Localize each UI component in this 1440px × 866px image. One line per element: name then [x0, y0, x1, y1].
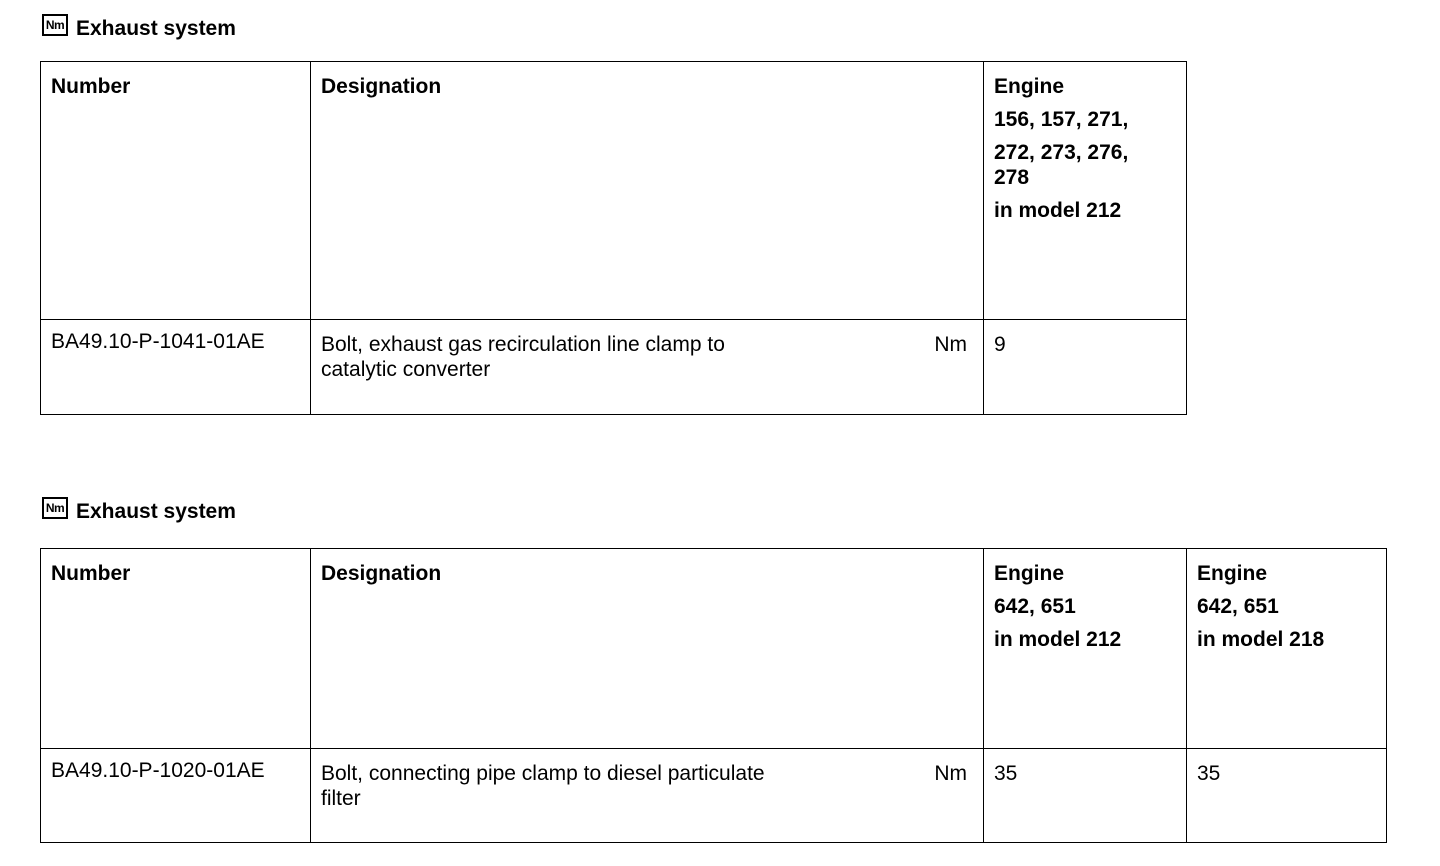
designation-text: Bolt, connecting pipe clamp to diesel particulate filter [321, 762, 765, 810]
designation-cell [311, 320, 984, 415]
part-number: BA49.10-P-1020-01AE [41, 749, 311, 843]
engine-model: in model 218 [1197, 628, 1325, 651]
section-heading [42, 497, 236, 527]
section-title: Exhaust system [76, 17, 236, 40]
engine-model: in model 212 [994, 628, 1122, 651]
torque-value: 9 [984, 320, 1187, 415]
section-title: Exhaust system [76, 500, 236, 523]
engine-list: 156, 157, 271, [994, 108, 1129, 131]
unit-label: Nm [934, 762, 967, 785]
header-designation: Designation [311, 62, 984, 320]
header-number: Number [41, 549, 311, 749]
header-engine [1187, 549, 1387, 749]
table-row [41, 320, 1187, 415]
table-row [41, 749, 1387, 843]
engine-list: 642, 651 [1197, 595, 1279, 618]
engine-model: in model 212 [994, 199, 1122, 222]
engine-label: Engine [994, 562, 1065, 585]
torque-spec-table [40, 61, 1187, 415]
header-number: Number [41, 62, 311, 320]
torque-value: 35 [984, 749, 1187, 843]
unit-label: Nm [934, 333, 967, 356]
torque-value: 35 [1187, 749, 1387, 843]
header-engine [984, 549, 1187, 749]
header-engine [984, 62, 1187, 320]
torque-spec-table [40, 548, 1387, 843]
engine-list: 272, 273, 276, [994, 141, 1129, 164]
designation-text: Bolt, exhaust gas recirculation line clamp to catalytic converter [321, 333, 725, 381]
designation-cell [311, 749, 984, 843]
torque-nm-icon: Nm [42, 14, 68, 36]
engine-label: Engine [1197, 562, 1268, 585]
torque-nm-icon: Nm [42, 497, 68, 519]
table-header-row [41, 549, 1387, 749]
engine-label: Engine [994, 75, 1065, 98]
engine-list: 278 [994, 166, 1030, 189]
header-designation: Designation [311, 549, 984, 749]
section-heading [42, 14, 236, 44]
table-header-row [41, 62, 1187, 320]
part-number: BA49.10-P-1041-01AE [41, 320, 311, 415]
engine-list: 642, 651 [994, 595, 1076, 618]
